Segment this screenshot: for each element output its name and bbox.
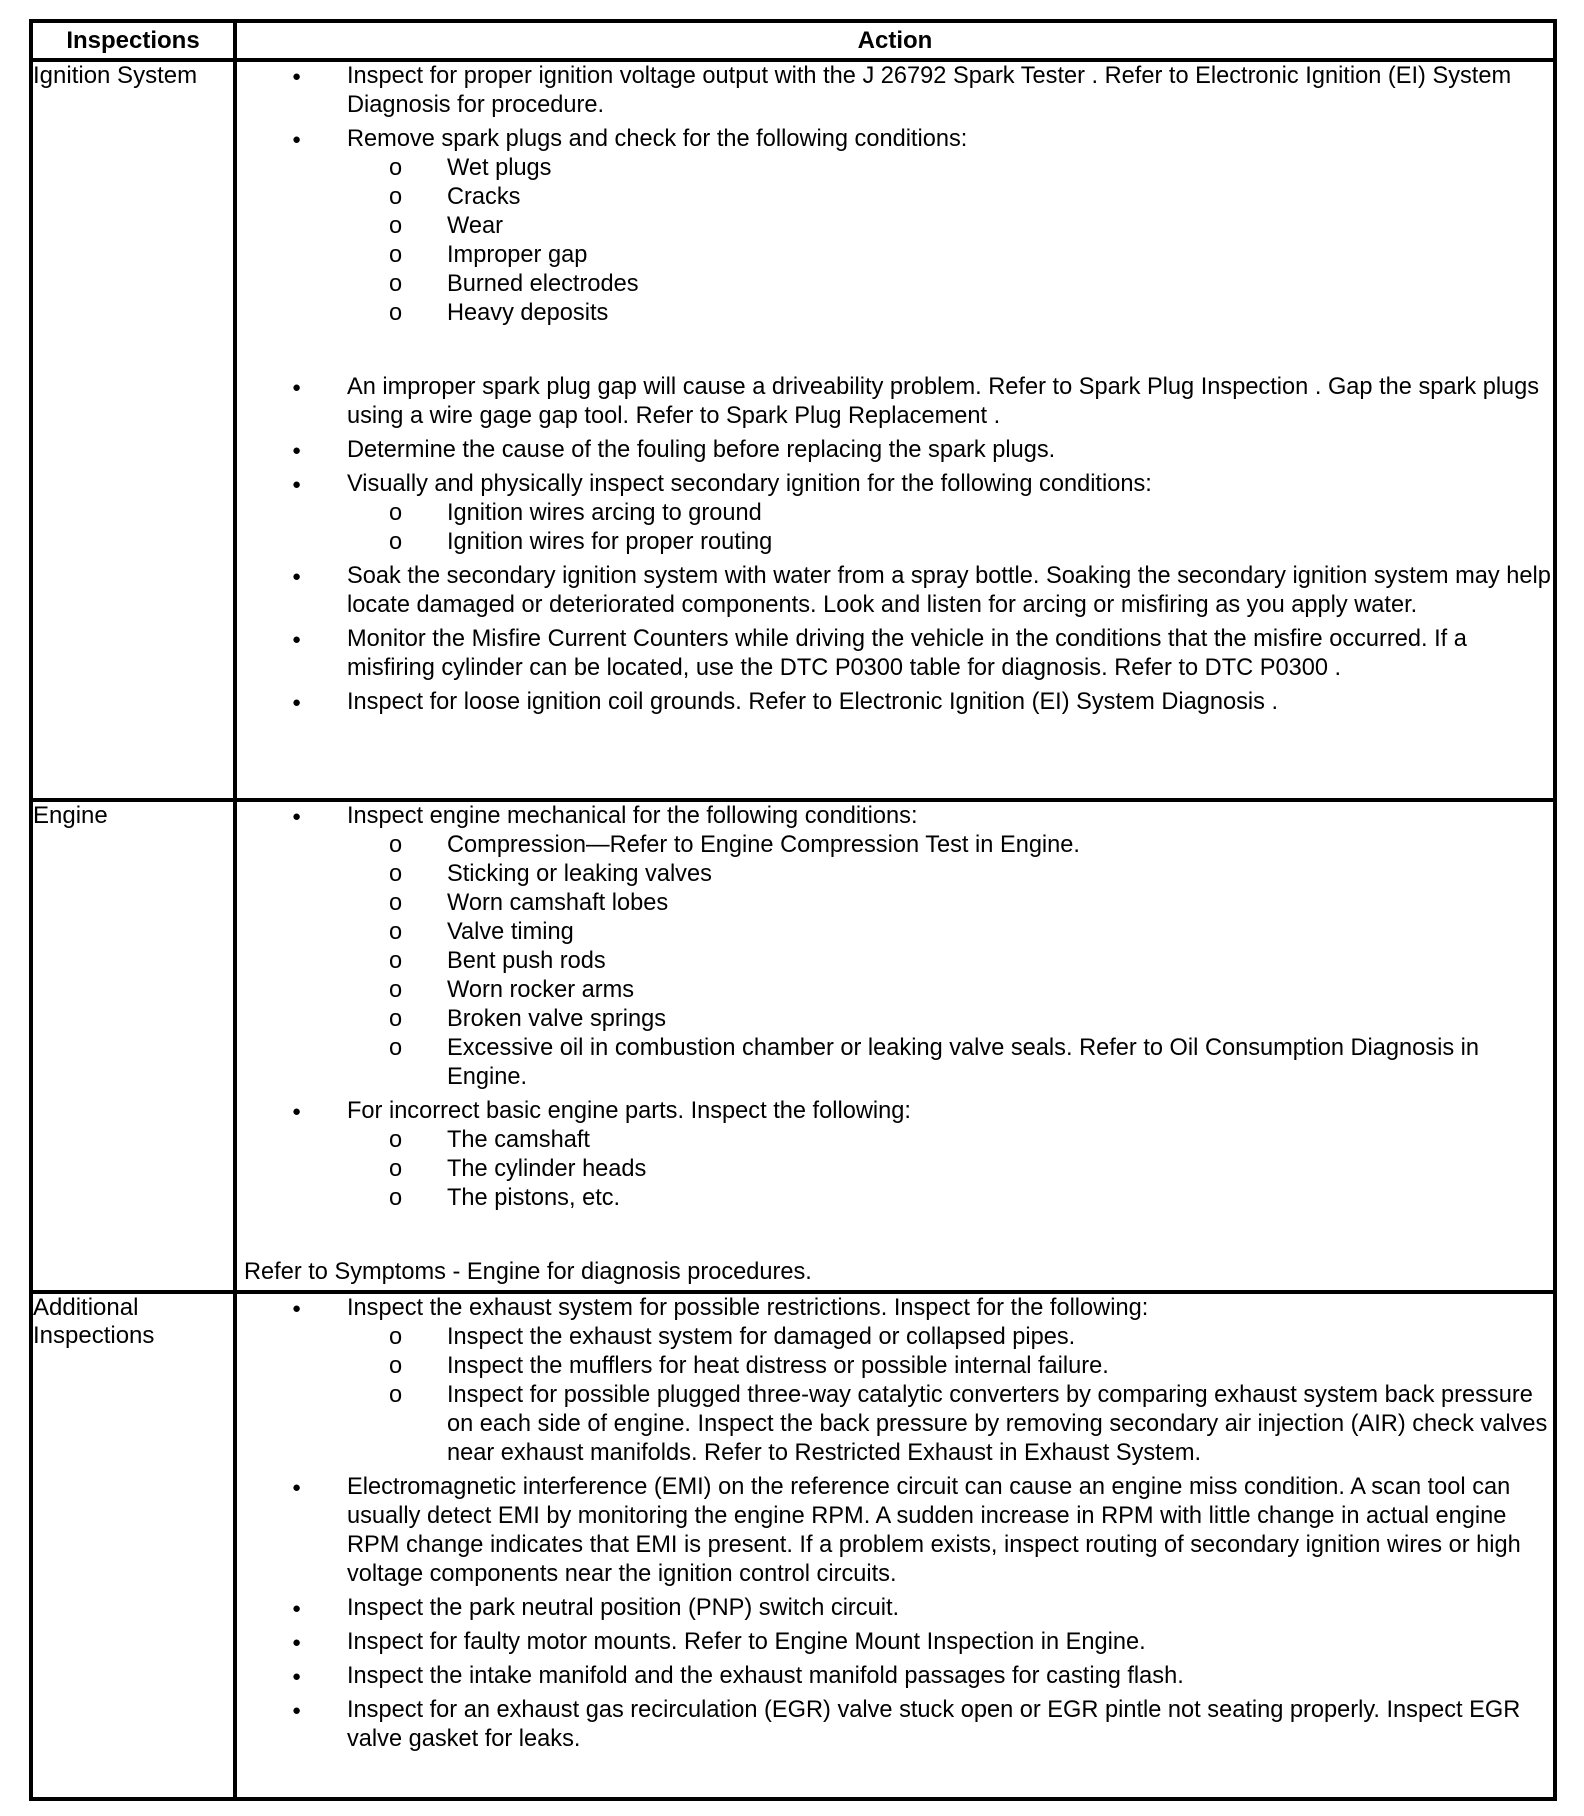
row-engine: [31, 800, 1555, 1292]
row-label: Additional Inspections: [31, 1292, 235, 1799]
row-ignition-system: [31, 60, 1555, 800]
action-cell: [235, 60, 1555, 800]
action-text: Inspect for proper ignition voltage output with the J 26792 Spark Tester . Refer to Electronic Ignition (EI) System Diagnosis for procedure.: [347, 63, 1512, 118]
sub-item: o Inspect the mufflers for heat distress or possible internal failure.: [347, 1352, 1553, 1381]
action-list: [237, 1294, 1553, 1754]
action-item: [237, 125, 1553, 368]
sub-item: o Improper gap: [347, 241, 1553, 270]
action-list: [237, 62, 1553, 717]
sub-item: o Cracks: [347, 183, 1553, 212]
sub-item: o Worn rocker arms: [347, 976, 1553, 1005]
action-text: For incorrect basic engine parts. Inspect the following:: [347, 1098, 911, 1124]
sub-item: o The pistons, etc.: [347, 1184, 1553, 1213]
sub-item: o Wear: [347, 212, 1553, 241]
sub-item: o Ignition wires arcing to ground: [347, 499, 1553, 528]
action-item: [237, 562, 1553, 620]
action-text: Inspect the intake manifold and the exhaust manifold passages for casting flash.: [347, 1663, 1184, 1689]
sub-item: o Ignition wires for proper routing: [347, 528, 1553, 557]
sub-item: o Valve timing: [347, 918, 1553, 947]
action-item: [237, 1696, 1553, 1754]
sub-item: o Wet plugs: [347, 154, 1553, 183]
sub-list: [347, 831, 1553, 1092]
action-text: Visually and physically inspect secondary ignition for the following conditions:: [347, 471, 1152, 497]
sub-item: o Inspect for possible plugged three-way catalytic converters by comparing exhaust system back pressure on each side of engine. Inspect the back pressure by removing secondary air injection (AIR) check valves near exhaust manifolds. Refer to Restricted Exhaust in Exhaust System.: [347, 1381, 1553, 1468]
action-text: Inspect for an exhaust gas recirculation (EGR) valve stuck open or EGR pintle not seating properly. Inspect EGR valve gasket for leaks.: [347, 1697, 1521, 1752]
action-item: [237, 1628, 1553, 1657]
action-item: [237, 625, 1553, 683]
action-text: Inspect engine mechanical for the following conditions:: [347, 803, 918, 829]
action-item: [237, 1662, 1553, 1691]
action-list: [237, 802, 1553, 1213]
sub-item: o Compression—Refer to Engine Compression Test in Engine.: [347, 831, 1553, 860]
row-label: Ignition System: [31, 60, 235, 800]
sub-item: o Sticking or leaking valves: [347, 860, 1553, 889]
action-cell: [235, 1292, 1555, 1799]
sub-list: [347, 154, 1553, 328]
sub-list: [347, 499, 1553, 557]
action-cell: [235, 800, 1555, 1292]
action-item: [237, 470, 1553, 557]
inspections-table: [29, 19, 1557, 1801]
action-text: Electromagnetic interference (EMI) on the reference circuit can cause an engine miss condition. A scan tool can usually detect EMI by monitoring the engine RPM. A sudden increase in RPM with little change in actual engine RPM change indicates that EMI is present. If a problem exists, inspect routing of secondary ignition wires or high voltage components near the ignition control circuits.: [347, 1474, 1521, 1587]
action-text: An improper spark plug gap will cause a driveability problem. Refer to Spark Plug Inspection . Gap the spark plugs using a wire gage gap tool. Refer to Spark Plug Replacement .: [347, 374, 1540, 429]
action-item: [237, 688, 1553, 717]
action-text: Inspect the exhaust system for possible restrictions. Inspect for the following:: [347, 1295, 1149, 1321]
sub-list: [347, 1323, 1553, 1468]
action-text: Soak the secondary ignition system with water from a spray bottle. Soaking the secondary ignition system may help locate damaged or deteriorated components. Look and listen for arcing or misfiring as you apply water.: [347, 563, 1551, 618]
action-text: Inspect for loose ignition coil grounds. Refer to Electronic Ignition (EI) System Diagnosis .: [347, 689, 1279, 715]
spacer: [237, 1218, 1553, 1258]
sub-item: o Worn camshaft lobes: [347, 889, 1553, 918]
sub-item: o Inspect the exhaust system for damaged or collapsed pipes.: [347, 1323, 1553, 1352]
action-item: [237, 802, 1553, 1092]
action-item: [237, 373, 1553, 431]
header-row: [31, 21, 1555, 60]
sub-item: o The camshaft: [347, 1126, 1553, 1155]
action-item: [237, 1097, 1553, 1213]
action-text: Monitor the Misfire Current Counters while driving the vehicle in the conditions that the misfire occurred. If a misfiring cylinder can be located, use the DTC P0300 table for diagnosis. Refer to DTC P0300 .: [347, 626, 1467, 681]
header-action: Action: [235, 21, 1555, 60]
action-item: [237, 62, 1553, 120]
action-text: Determine the cause of the fouling before replacing the spark plugs.: [347, 437, 1056, 463]
action-text: Remove spark plugs and check for the following conditions:: [347, 126, 968, 152]
action-item: [237, 1594, 1553, 1623]
action-text: Inspect for faulty motor mounts. Refer to Engine Mount Inspection in Engine.: [347, 1629, 1146, 1655]
row-additional-inspections: [31, 1292, 1555, 1799]
sub-list: [347, 1126, 1553, 1213]
action-item: [237, 1294, 1553, 1468]
row-label: Engine: [31, 800, 235, 1292]
action-text: Inspect the park neutral position (PNP) switch circuit.: [347, 1595, 900, 1621]
sub-item: o Excessive oil in combustion chamber or leaking valve seals. Refer to Oil Consumption Diagnosis in Engine.: [347, 1034, 1553, 1092]
sub-item: o Heavy deposits: [347, 299, 1553, 328]
action-item: [237, 1473, 1553, 1589]
spacer: [347, 328, 1553, 368]
action-item: [237, 436, 1553, 465]
sub-item: o Burned electrodes: [347, 270, 1553, 299]
engine-footer-note: Refer to Symptoms - Engine for diagnosis procedures.: [244, 1259, 812, 1285]
sub-item: o The cylinder heads: [347, 1155, 1553, 1184]
sub-item: o Bent push rods: [347, 947, 1553, 976]
header-inspections: Inspections: [31, 21, 235, 60]
sub-item: o Broken valve springs: [347, 1005, 1553, 1034]
